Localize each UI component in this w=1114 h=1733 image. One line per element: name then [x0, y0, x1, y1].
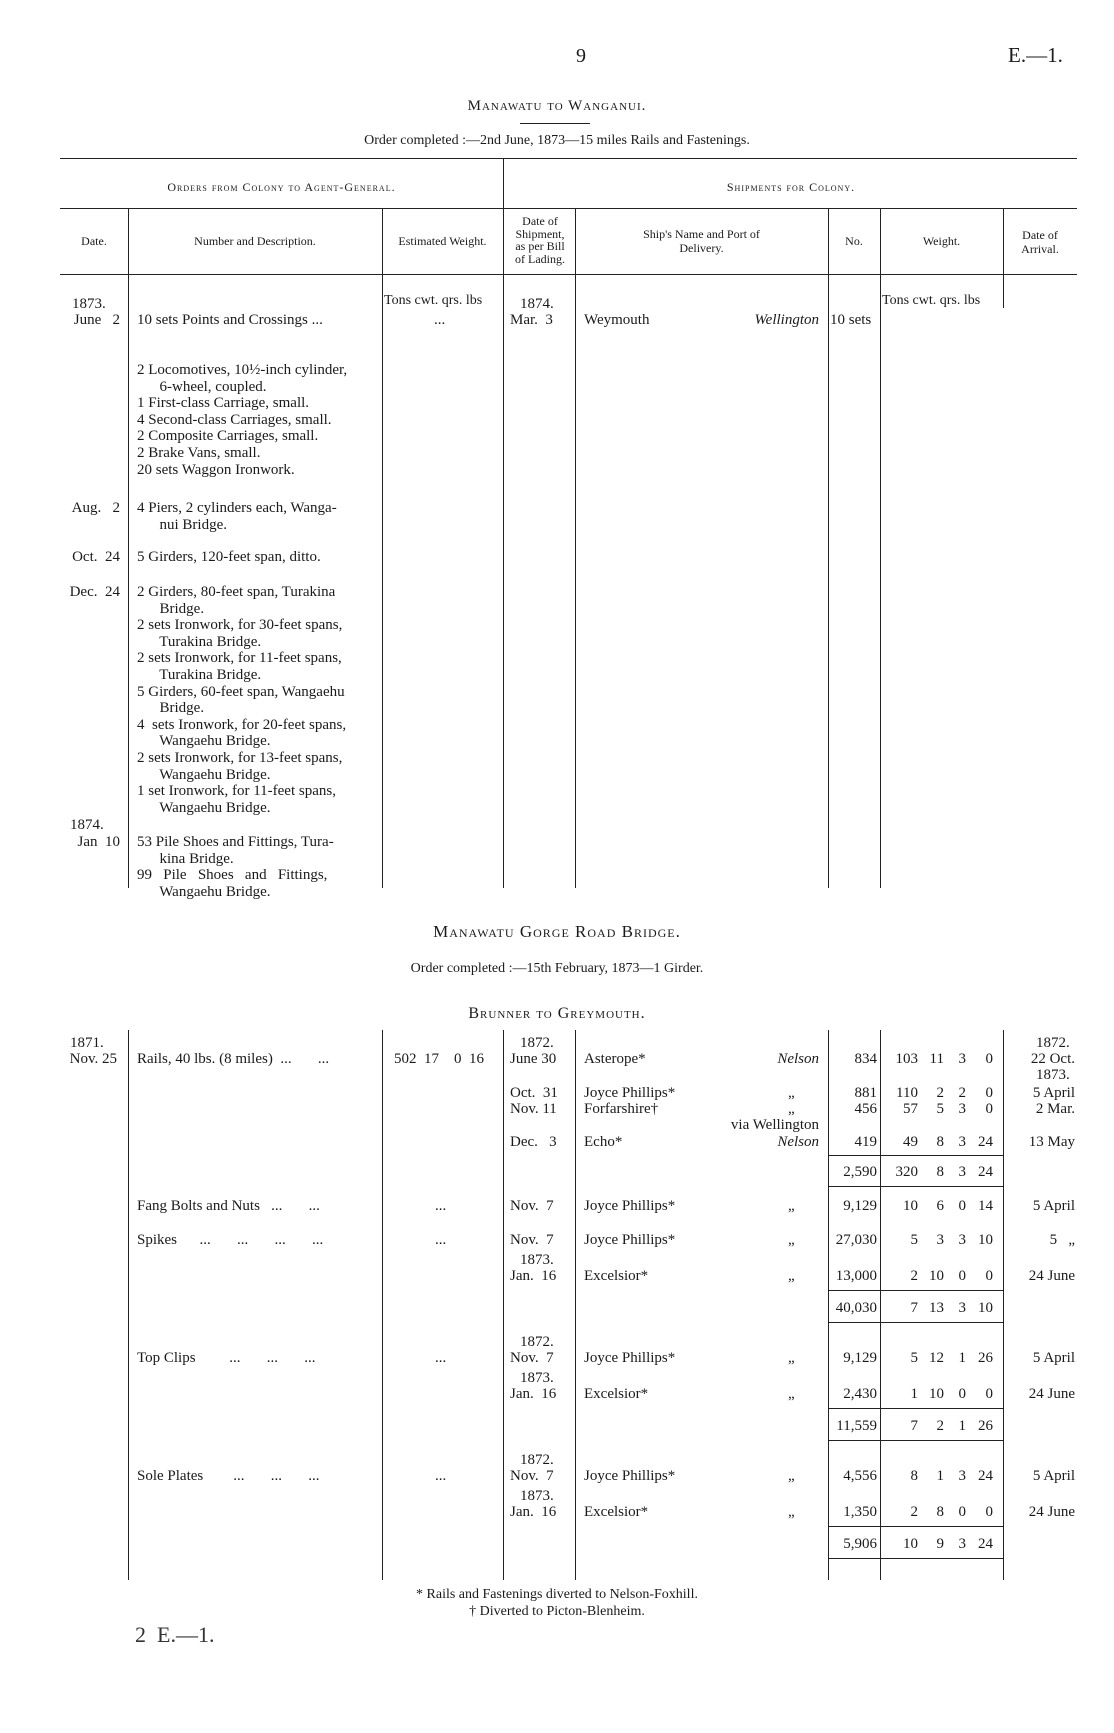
weight-tons: 8	[910, 1468, 918, 1484]
weight-lbs: 0	[985, 1504, 993, 1520]
arrival-year: 1873.	[1036, 1067, 1070, 1083]
shipment-date: Nov. 7	[510, 1198, 554, 1214]
weight-qrs: 0	[958, 1198, 966, 1214]
col-rule	[1003, 208, 1004, 308]
row-description: 2 Girders, 80-feet span, Turakina Bridge. 2 sets Ironwork, for 30-feet spans, Turakina Bridge. 2 sets Ironwork, for 11-feet spans, Turakina Bridge. 5 Girders, 60-feet span, Wangaehu Bridge. 4 sets Ironwork, for 20-feet spans, Wangaehu Bridge. 2 sets Ironwork, for 13-feet spans, Wangaehu Bridge. 1 set Ironwork, for 11-feet spans, Wangaehu Bridge.	[137, 584, 347, 816]
port-ditto: „	[788, 1468, 795, 1484]
weight-cwt: 10	[929, 1386, 944, 1402]
port-ditto: „	[788, 1350, 795, 1366]
total-rule	[828, 1440, 1003, 1441]
row-date: Aug. 2	[71, 500, 120, 516]
weight-cwt: 3	[936, 1232, 944, 1248]
ship-name: Forfarshire†	[584, 1101, 659, 1117]
total-rule	[828, 1186, 1003, 1187]
ship-name: Excelsior*	[584, 1504, 649, 1520]
shipment-date: Nov. 7	[510, 1350, 554, 1366]
weight-cwt: 2	[936, 1085, 944, 1101]
section-title: Manawatu Gorge Road Bridge.	[433, 922, 681, 941]
arrival-date: 5 „	[1049, 1232, 1075, 1248]
total-qrs: 3	[958, 1300, 966, 1316]
total-rule	[828, 1558, 1003, 1559]
header-divider	[60, 208, 1077, 209]
row-estimated-weight: ...	[435, 1232, 447, 1248]
arrival-date: 5 April	[1032, 1350, 1075, 1366]
arrival-date: 24 June	[1028, 1504, 1075, 1520]
ship-name: Asterope*	[584, 1051, 646, 1067]
total-tons: 320	[895, 1164, 918, 1180]
port-of-delivery: Nelson	[777, 1134, 819, 1150]
col-arrival-header: Date of Arrival.	[1021, 228, 1059, 256]
arrival-date: 24 June	[1028, 1268, 1075, 1284]
item-count: 27,030	[835, 1232, 877, 1248]
col-rule	[575, 1030, 576, 1580]
row-description: 4 Piers, 2 cylinders each, Wanga- nui Bridge.	[137, 500, 337, 533]
orders-group-header: Orders from Colony to Agent-General.	[167, 180, 396, 194]
footnote: † Diverted to Picton-Blenheim.	[469, 1604, 645, 1619]
ship-name: Joyce Phillips*	[584, 1198, 676, 1214]
page-signature: 2 E.—1.	[135, 1622, 215, 1647]
order-completed: Order completed :—2nd June, 1873—15 miles Rails and Fastenings.	[364, 133, 750, 148]
col-rule	[128, 208, 129, 888]
col-rule	[828, 208, 829, 888]
weight-tons: 10	[903, 1198, 918, 1214]
shipment-year: 1873.	[520, 1488, 554, 1504]
col-rule	[382, 1030, 383, 1580]
item-count: 419	[854, 1134, 877, 1150]
row-description: 53 Pile Shoes and Fittings, Tura- kina Bridge. 99 Pile Shoes and Fittings, Wangaehu Bridge.	[137, 834, 334, 900]
port-ditto: „	[788, 1198, 795, 1214]
shipment-date: Nov. 7	[510, 1232, 554, 1248]
ship-name: Excelsior*	[584, 1268, 649, 1284]
col-rule	[575, 208, 576, 888]
item-count: 2,430	[843, 1386, 877, 1402]
shipment-date: Nov. 11	[510, 1101, 557, 1117]
weight-qrs: 3	[958, 1468, 966, 1484]
page-number: 9	[576, 45, 586, 67]
weight-qrs: 0	[958, 1386, 966, 1402]
weight-qrs: 2	[958, 1085, 966, 1101]
weight-qrs: 0	[958, 1268, 966, 1284]
item-count: 9,129	[843, 1350, 877, 1366]
port-ditto: „	[788, 1386, 795, 1402]
col-rule	[382, 208, 383, 888]
col-shipment-date-header: Date of Shipment, as per Bill of Lading.	[515, 214, 565, 266]
item-count: 456	[854, 1101, 877, 1117]
arrival-date: 24 June	[1028, 1386, 1075, 1402]
row-description: 5 Girders, 120-feet span, ditto.	[137, 549, 321, 565]
col-estimated-weight-header: Estimated Weight.	[398, 234, 487, 248]
total-qrs: 3	[958, 1164, 966, 1180]
weight-tons: 5	[910, 1350, 918, 1366]
subtotal-rule	[828, 1290, 1003, 1291]
port-ditto: „	[788, 1504, 795, 1520]
arrival-date: 22 Oct.	[1030, 1051, 1075, 1067]
total-rule	[828, 1322, 1003, 1323]
subtotal-rule	[828, 1155, 1003, 1156]
ship-name: Joyce Phillips*	[584, 1350, 676, 1366]
total-qrs: 1	[958, 1418, 966, 1434]
row-year: 1871.	[70, 1035, 104, 1051]
port-of-delivery: Wellington	[754, 312, 819, 328]
col-rule	[503, 1030, 504, 1580]
total-lbs: 24	[978, 1536, 993, 1552]
shipment-count: 10 sets	[830, 312, 872, 328]
weight-cwt: 11	[929, 1051, 944, 1067]
weight-cwt: 12	[929, 1350, 944, 1366]
weight-lbs: 24	[978, 1468, 993, 1484]
ship-name: Weymouth	[584, 312, 650, 328]
arrival-date: 5 April	[1032, 1468, 1075, 1484]
series-code: E.—1.	[1008, 43, 1063, 67]
weight-qrs: 3	[958, 1134, 966, 1150]
shipment-year: 1873.	[520, 1252, 554, 1268]
row-date: Jan 10	[77, 834, 120, 850]
subtotal-rule	[828, 1408, 1003, 1409]
row-description: 2 Locomotives, 10½-inch cylinder, 6-wheel, coupled. 1 First-class Carriage, small. 4 Second-class Carriages, small. 2 Composite Carriages, small. 2 Brake Vans, small. 20 sets Waggon Ironwork.	[137, 362, 348, 478]
table-top-rule	[60, 158, 1077, 159]
total-tons: 10	[903, 1536, 918, 1552]
weight-cwt: 1	[936, 1468, 944, 1484]
subtotal-rule	[828, 1526, 1003, 1527]
header-bottom-rule	[60, 274, 1077, 275]
shipment-year: 1872.	[520, 1334, 554, 1350]
weight-lbs: 0	[985, 1386, 993, 1402]
shipment-year: 1873.	[520, 1370, 554, 1386]
shipment-date: Dec. 3	[510, 1134, 557, 1150]
weight-cwt: 8	[936, 1134, 944, 1150]
weight-qrs: 3	[958, 1232, 966, 1248]
weight-cwt: 5	[936, 1101, 944, 1117]
port-of-delivery: Nelson	[777, 1051, 819, 1067]
shipments-group-header: Shipments for Colony.	[726, 180, 856, 194]
weight-cwt: 6	[936, 1198, 944, 1214]
weight-lbs: 0	[985, 1101, 993, 1117]
row-description: Top Clips ... ... ...	[137, 1350, 316, 1366]
shipment-date: June 30	[510, 1051, 557, 1067]
weight-tons: 103	[895, 1051, 918, 1067]
weight-lbs: 0	[985, 1051, 993, 1067]
port-note: via Wellington	[730, 1117, 819, 1133]
shipment-year: 1874.	[520, 296, 554, 312]
weight-tons: 2	[910, 1504, 918, 1520]
weight-qrs: 3	[958, 1101, 966, 1117]
col-no-header: No.	[845, 234, 863, 248]
row-date: Nov. 25	[69, 1051, 117, 1067]
weight-tons: 1	[910, 1386, 918, 1402]
weight-lbs: 24	[978, 1134, 993, 1150]
total-lbs: 26	[978, 1418, 993, 1434]
total-lbs: 24	[978, 1164, 993, 1180]
row-date: Oct. 24	[72, 549, 120, 565]
item-count: 4,556	[843, 1468, 877, 1484]
total-tons: 7	[910, 1418, 918, 1434]
weight-units: Tons cwt. qrs. lbs	[882, 293, 981, 308]
col-rule	[503, 158, 504, 888]
shipment-year: 1872.	[520, 1035, 554, 1051]
port-ditto: „	[788, 1101, 795, 1117]
section-title: Brunner to Greymouth.	[468, 1005, 646, 1022]
weight-tons: 5	[910, 1232, 918, 1248]
estimated-weight-units: Tons cwt. qrs. lbs	[384, 293, 483, 308]
weight-lbs: 26	[978, 1350, 993, 1366]
title-rule	[520, 123, 590, 124]
total-cwt: 2	[936, 1418, 944, 1434]
item-count: 13,000	[835, 1268, 877, 1284]
weight-lbs: 0	[985, 1085, 993, 1101]
total-lbs: 10	[978, 1300, 993, 1316]
col-date-header: Date.	[81, 234, 107, 248]
row-year: 1873.	[72, 296, 106, 312]
weight-tons: 110	[896, 1085, 918, 1101]
total-count: 11,559	[836, 1418, 877, 1434]
port-ditto: „	[788, 1085, 795, 1101]
ship-name: Joyce Phillips*	[584, 1232, 676, 1248]
arrival-date: 2 Mar.	[1035, 1101, 1075, 1117]
arrival-date: 5 April	[1032, 1085, 1075, 1101]
shipment-date: Jan. 16	[510, 1504, 557, 1520]
row-year: 1874.	[70, 817, 104, 833]
col-rule	[880, 208, 881, 888]
arrival-date: 13 May	[1028, 1134, 1075, 1150]
weight-cwt: 8	[936, 1504, 944, 1520]
weight-tons: 49	[903, 1134, 918, 1150]
total-qrs: 3	[958, 1536, 966, 1552]
arrival-year: 1872.	[1036, 1035, 1070, 1051]
weight-tons: 2	[910, 1268, 918, 1284]
order-completed: Order completed :—15th February, 1873—1 Girder.	[410, 961, 704, 976]
weight-lbs: 0	[985, 1268, 993, 1284]
total-cwt: 8	[936, 1164, 944, 1180]
shipment-date: Jan. 16	[510, 1268, 557, 1284]
total-tons: 7	[910, 1300, 918, 1316]
total-count: 5,906	[843, 1536, 877, 1552]
total-count: 2,590	[843, 1164, 877, 1180]
weight-lbs: 14	[978, 1198, 993, 1214]
ship-name: Echo*	[584, 1134, 623, 1150]
row-description: Fang Bolts and Nuts ... ...	[137, 1198, 320, 1214]
shipment-date: Mar. 3	[510, 312, 553, 328]
section-title: Manawatu to Wanganui.	[467, 98, 647, 114]
weight-qrs: 1	[958, 1350, 966, 1366]
shipment-date: Nov. 7	[510, 1468, 554, 1484]
row-description: Rails, 40 lbs. (8 miles) ... ...	[137, 1051, 330, 1067]
arrival-date: 5 April	[1032, 1198, 1075, 1214]
row-estimated-weight: ...	[435, 1198, 447, 1214]
col-weight-header: Weight.	[922, 234, 961, 248]
item-count: 9,129	[843, 1198, 877, 1214]
item-count: 1,350	[843, 1504, 877, 1520]
ship-name: Joyce Phillips*	[584, 1468, 676, 1484]
weight-qrs: 0	[958, 1504, 966, 1520]
total-count: 40,030	[835, 1300, 877, 1316]
weight-cwt: 10	[929, 1268, 944, 1284]
row-description: Spikes ... ... ... ...	[137, 1232, 324, 1248]
shipment-year: 1872.	[520, 1452, 554, 1468]
row-description: Sole Plates ... ... ...	[137, 1468, 320, 1484]
col-ship-name-header: Ship's Name and Port of Delivery.	[643, 227, 760, 255]
footnote: * Rails and Fastenings diverted to Nelson-Foxhill.	[416, 1587, 698, 1602]
port-ditto: „	[788, 1268, 795, 1284]
row-estimated-weight: ...	[435, 1350, 447, 1366]
ship-name: Excelsior*	[584, 1386, 649, 1402]
ship-name: Joyce Phillips*	[584, 1085, 676, 1101]
row-estimated-weight: ...	[435, 1468, 447, 1484]
weight-lbs: 10	[978, 1232, 993, 1248]
shipment-date: Jan. 16	[510, 1386, 557, 1402]
item-count: 881	[854, 1085, 877, 1101]
shipment-date: Oct. 31	[510, 1085, 558, 1101]
row-estimated-weight: ...	[434, 312, 446, 328]
item-count: 834	[854, 1051, 877, 1067]
row-date: June 2	[73, 312, 120, 328]
total-cwt: 13	[929, 1300, 944, 1316]
weight-tons: 57	[903, 1101, 918, 1117]
col-number-header: Number and Description.	[194, 234, 316, 248]
weight-qrs: 3	[958, 1051, 966, 1067]
row-estimated-weight: 502 17 0 16	[394, 1051, 484, 1067]
row-description: 10 sets Points and Crossings ...	[137, 312, 323, 328]
col-rule	[128, 1030, 129, 1580]
total-cwt: 9	[936, 1536, 944, 1552]
port-ditto: „	[788, 1232, 795, 1248]
row-date: Dec. 24	[69, 584, 120, 600]
